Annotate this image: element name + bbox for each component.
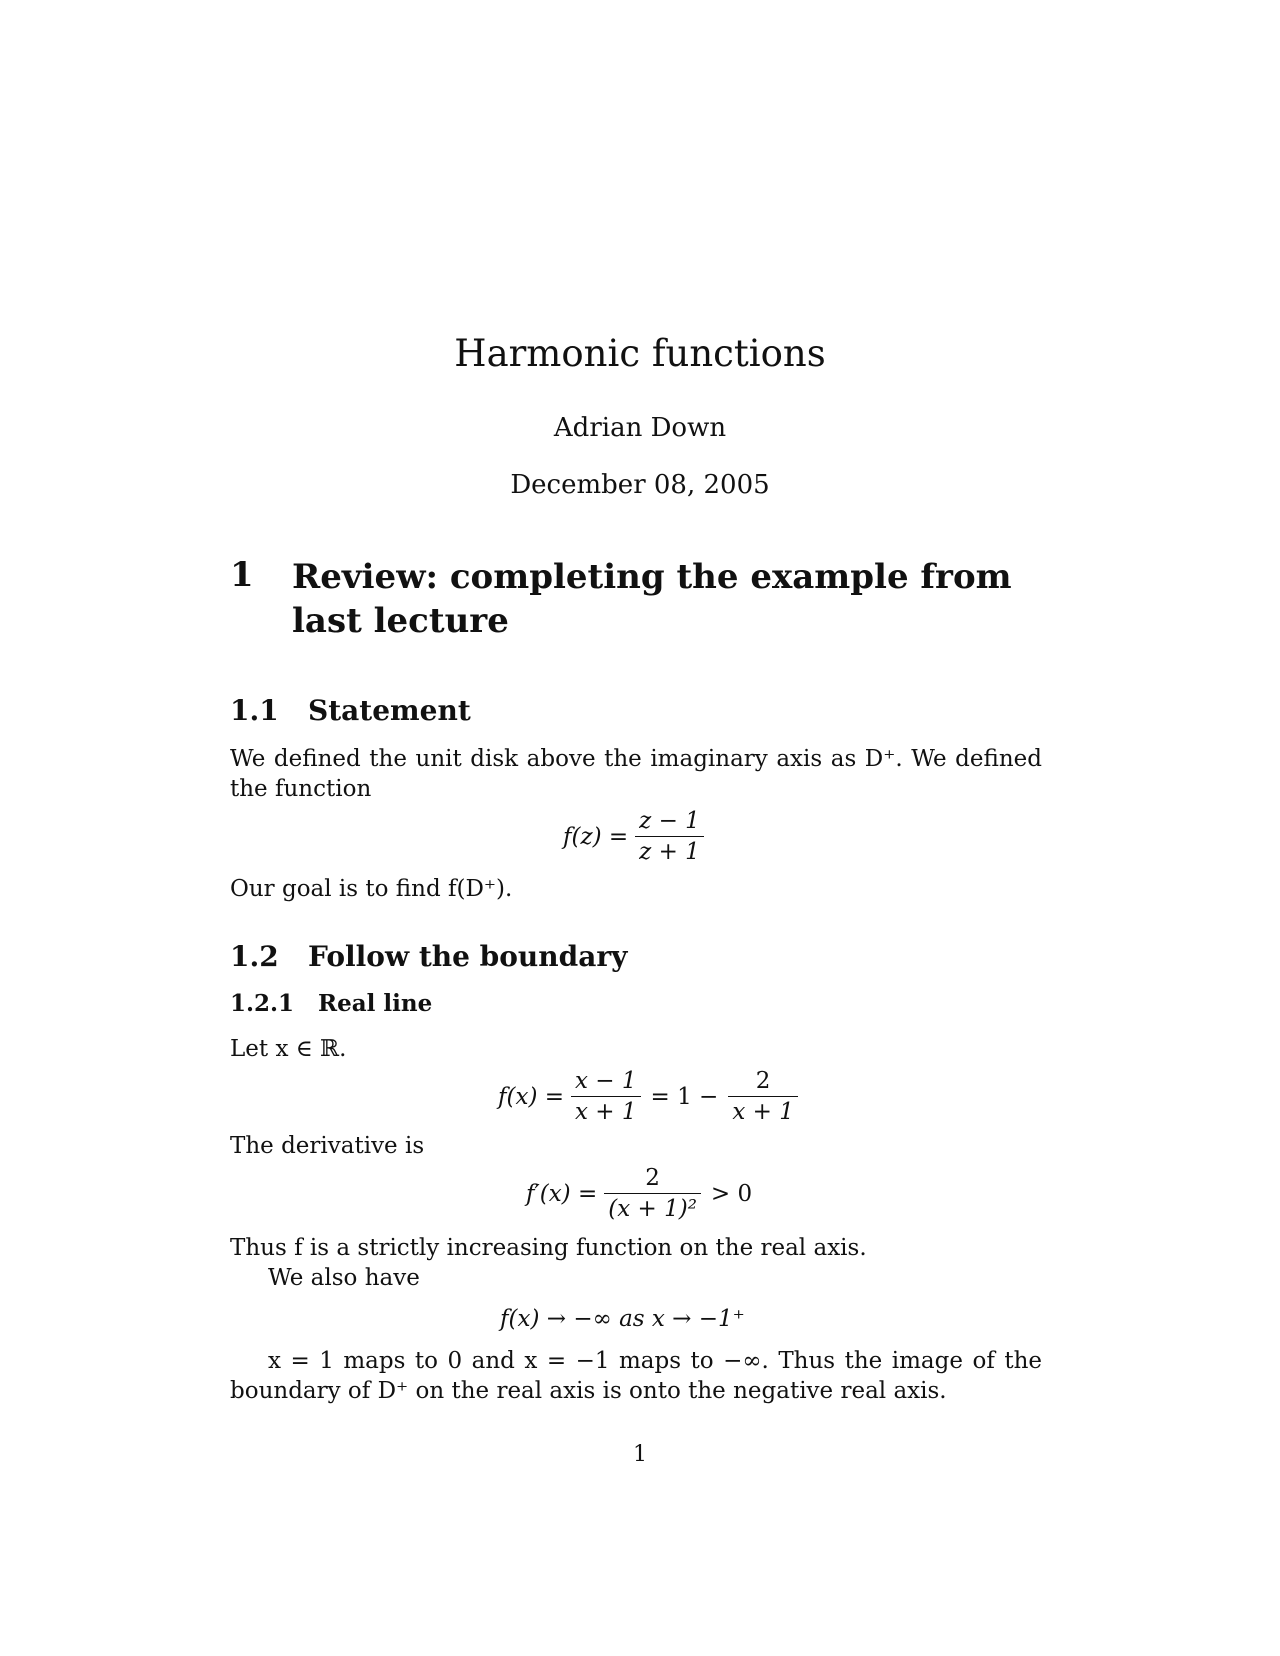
equation-rhs: > 0 — [710, 1180, 753, 1207]
paper-author: Adrian Down — [553, 413, 727, 443]
section-title: Review: completing the example from last lecture — [292, 557, 1012, 641]
paragraph: We defined the unit disk above the imaginary axis as D⁺. We defined the function — [230, 746, 1042, 802]
equation-fz — [560, 806, 708, 867]
paragraph: We also have — [268, 1265, 420, 1291]
fraction-numerator: 2 — [604, 1163, 701, 1194]
subsection-number: 1.1 — [230, 694, 279, 727]
fraction-denominator: x + 1 — [732, 1099, 794, 1125]
fraction-denominator: (x + 1)² — [608, 1196, 697, 1222]
paragraph: Our goal is to find f(D⁺). — [230, 876, 513, 902]
fraction — [635, 806, 704, 867]
fraction-numerator: z − 1 — [635, 806, 704, 837]
fraction — [571, 1066, 641, 1127]
paragraph: x = 1 maps to 0 and x = −1 maps to −∞. Thus the image of the boundary of D⁺ on the real axis is onto the negative real axis. — [230, 1348, 1042, 1404]
paragraph: The derivative is — [230, 1133, 425, 1159]
paragraph: Let x ∈ ℝ. — [230, 1036, 347, 1062]
section-number: 1 — [230, 555, 254, 595]
subsection-title: Follow the boundary — [308, 940, 628, 973]
fraction-denominator: z + 1 — [639, 839, 700, 865]
fraction — [604, 1163, 701, 1224]
fraction-denominator: x + 1 — [575, 1099, 637, 1125]
equation-limit: f(x) → −∞ as x → −1⁺ — [500, 1306, 745, 1332]
paragraph: Thus f is a strictly increasing function on the real axis. — [230, 1235, 867, 1261]
paper-date: December 08, 2005 — [510, 470, 770, 500]
equation-lhs: f(z) = — [563, 823, 629, 850]
subsubsection-number: 1.2.1 — [230, 990, 295, 1017]
fraction — [728, 1066, 798, 1127]
fraction-numerator: x − 1 — [571, 1066, 641, 1097]
subsection-number: 1.2 — [230, 940, 279, 973]
equation-lhs: f′(x) = — [526, 1180, 598, 1207]
equation-fx — [495, 1066, 802, 1127]
equation-derivative — [523, 1163, 758, 1224]
fraction-numerator: 2 — [728, 1066, 798, 1097]
equation-lhs: f(x) = — [498, 1083, 565, 1110]
page-number: 1 — [633, 1442, 647, 1467]
equation-middle: = 1 − — [650, 1083, 719, 1110]
paper-title: Harmonic functions — [454, 332, 826, 375]
subsubsection-title: Real line — [318, 990, 433, 1017]
subsection-title: Statement — [308, 694, 471, 727]
